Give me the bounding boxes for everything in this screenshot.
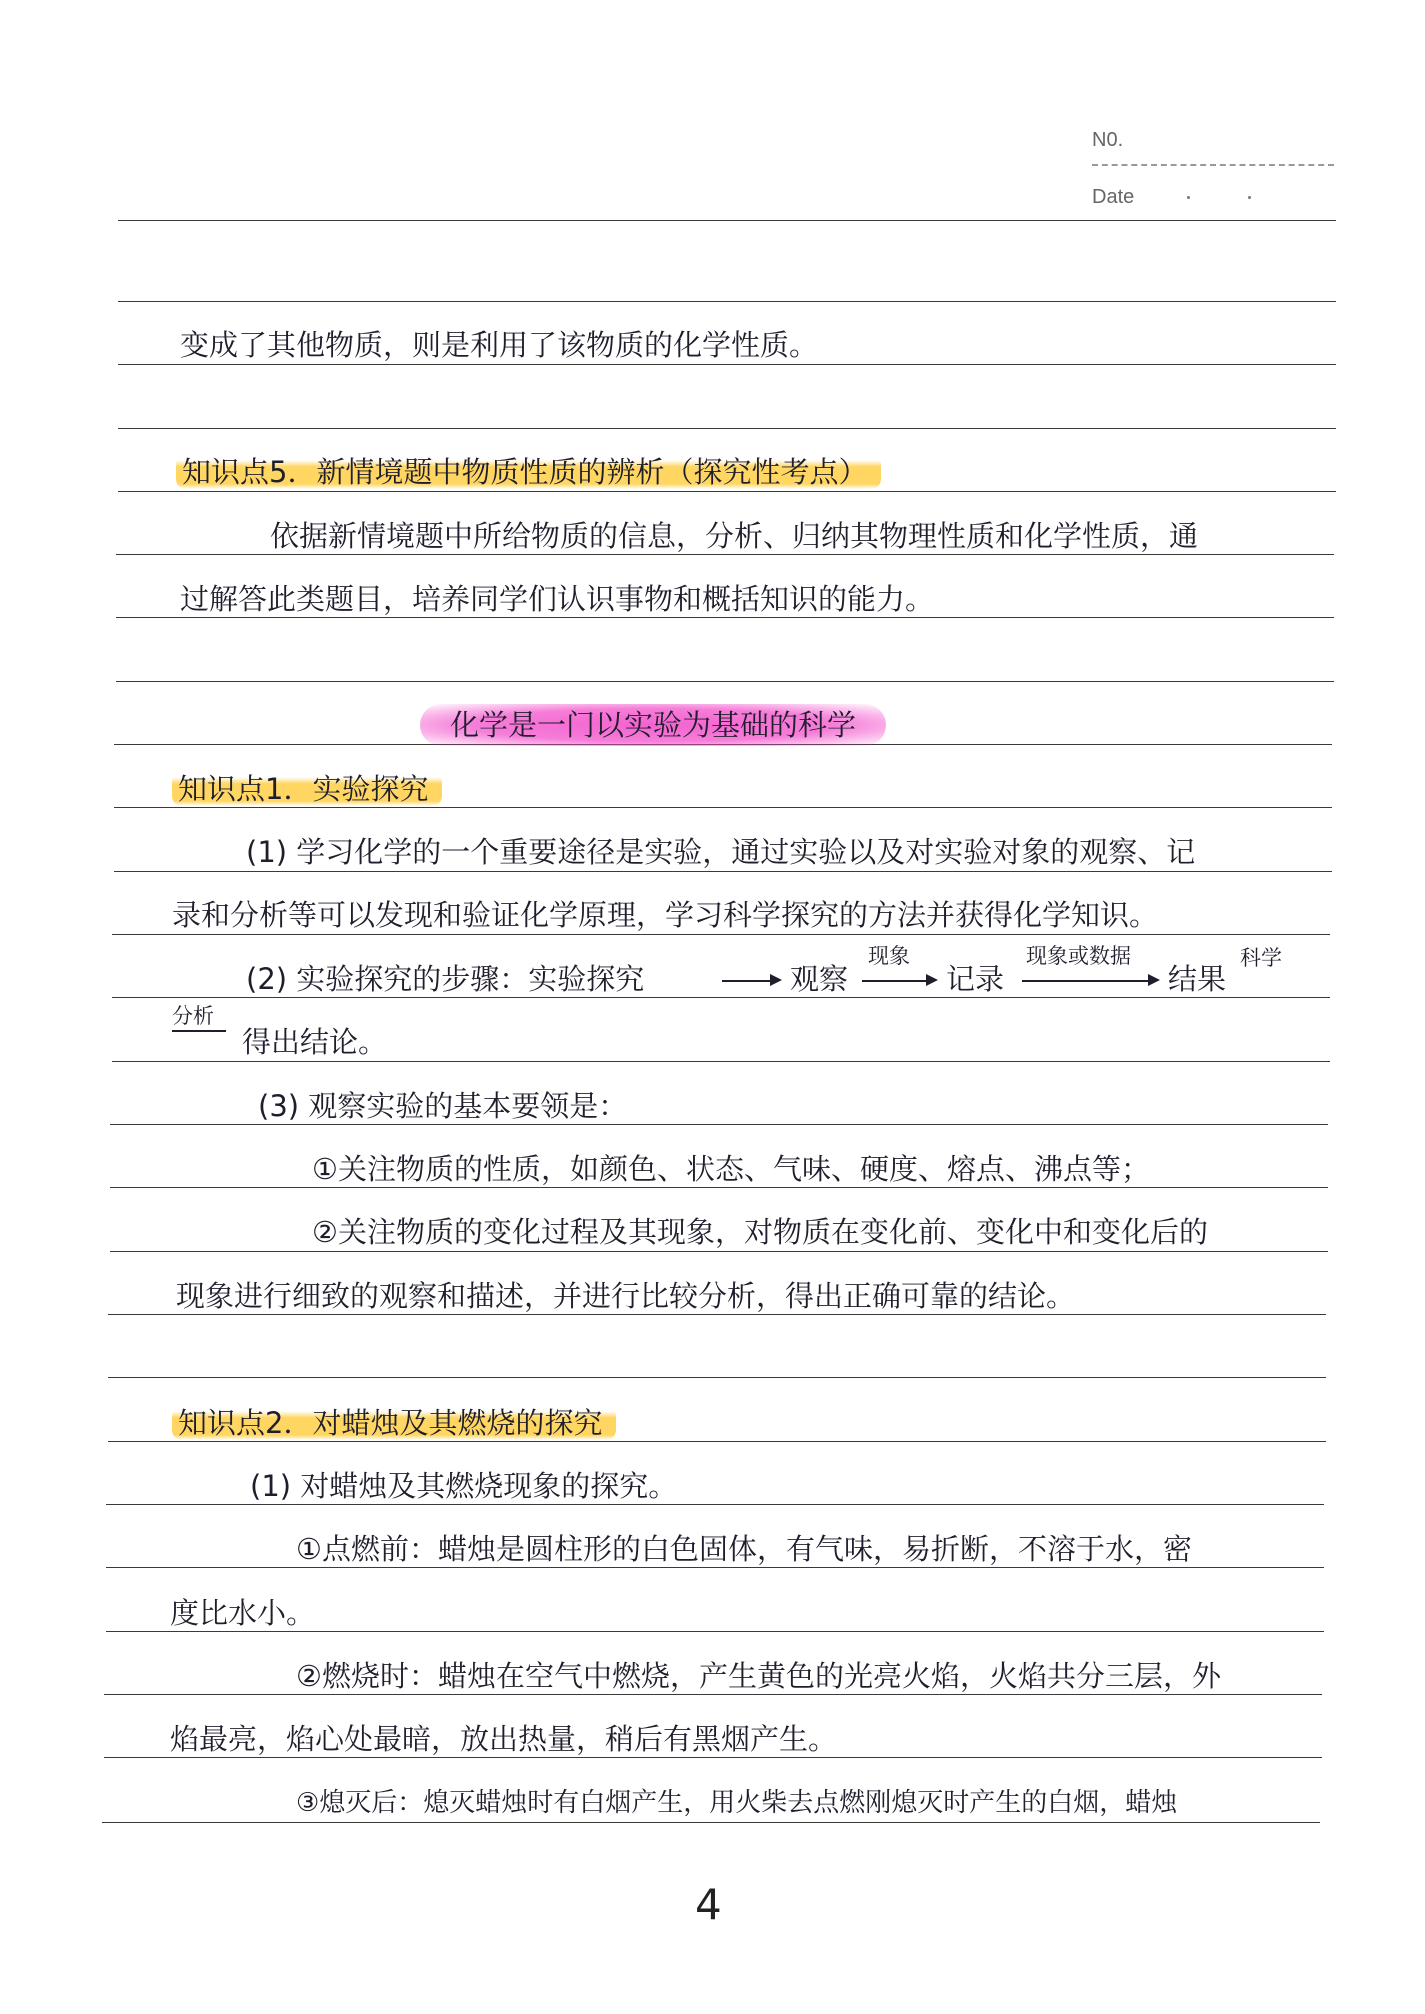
chapter-title: [420, 707, 886, 743]
text-line: 过解答此类题目，培养同学们认识事物和概括知识的能力。: [180, 582, 935, 616]
ruled-line: [118, 428, 1336, 429]
date-dot: [1187, 196, 1190, 199]
ruled-line: [112, 934, 1330, 935]
ruled-line: [116, 554, 1334, 555]
ruled-line: [108, 1441, 1326, 1442]
text-line: 度比水小。: [170, 1596, 316, 1630]
ruled-line: [116, 681, 1334, 682]
analysis-underline: [172, 1030, 226, 1032]
step-observe: 观察: [790, 962, 849, 996]
section-heading-knowledge1: [172, 771, 442, 807]
ruled-line: [106, 1631, 1324, 1632]
step-result: 结果: [1168, 962, 1227, 996]
ruled-line: [112, 1061, 1330, 1062]
ruled-line: [104, 1694, 1322, 1695]
ruled-line: [110, 1124, 1328, 1125]
arrow-head: [926, 974, 938, 986]
heading-highlight: 知识点2．对蜡烛及其燃烧的探究: [172, 1406, 616, 1440]
chapter-title-highlight: 化学是一门以实验为基础的科学: [420, 704, 886, 746]
arrow: [1022, 980, 1150, 982]
heading-highlight: 知识点5．新情境题中物质性质的辨析（探究性考点）: [176, 455, 881, 489]
ruled-line: [114, 871, 1332, 872]
step-record: 记录: [946, 962, 1005, 996]
ruled-line: [116, 617, 1334, 618]
page-number: 4: [695, 1880, 722, 1929]
ruled-line: [118, 301, 1336, 302]
text-line: (3) 观察实验的基本要领是：: [258, 1089, 628, 1123]
text-line: 现象进行细致的观察和描述，并进行比较分析，得出正确可靠的结论。: [176, 1279, 1076, 1313]
ruled-line: [110, 1251, 1328, 1252]
text-line: 变成了其他物质，则是利用了该物质的化学性质。: [180, 328, 819, 362]
text-line: ③熄灭后：熄灭蜡烛时有白烟产生，用火柴去点燃刚熄灭时产生的白烟，蜡烛: [296, 1788, 1178, 1818]
text-line: 焰最亮，焰心处最暗，放出热量，稍后有黑烟产生。: [170, 1722, 838, 1756]
ruled-line: [118, 220, 1336, 221]
arrow: [862, 980, 928, 982]
ruled-line: [118, 364, 1336, 365]
text-line: ②关注物质的变化过程及其现象，对物质在变化前、变化中和变化后的: [312, 1215, 1208, 1249]
annotation-phenomenon-or-data: 现象或数据: [1026, 944, 1131, 968]
heading-highlight: 知识点1．实验探究: [172, 772, 442, 806]
header-dashed-line: [1092, 164, 1334, 166]
ruled-line: [114, 807, 1332, 808]
annotation-phenomenon: 现象: [868, 944, 910, 968]
text-line: ②燃烧时：蜡烛在空气中燃烧，产生黄色的光亮火焰，火焰共分三层，外: [296, 1659, 1221, 1693]
ruled-line: [106, 1504, 1324, 1505]
text-line: ①点燃前：蜡烛是圆柱形的白色固体，有气味，易折断，不溶于水，密: [296, 1532, 1192, 1566]
ruled-line: [110, 1187, 1328, 1188]
date-label: Date: [1092, 186, 1135, 208]
section-heading-knowledge2: [172, 1405, 616, 1441]
text-line: (1) 对蜡烛及其燃烧现象的探究。: [250, 1469, 678, 1503]
ruled-line: [108, 1314, 1326, 1315]
ruled-line: [104, 1757, 1322, 1758]
arrow-head: [1148, 974, 1160, 986]
text-line: 得出结论。: [242, 1025, 388, 1059]
date-dot: [1248, 196, 1251, 199]
ruled-line: [112, 997, 1330, 998]
section-heading-knowledge5: [176, 454, 881, 490]
text-line-steps: (2) 实验探究的步骤：实验探究: [246, 962, 645, 996]
text-line: 依据新情境题中所给物质的信息，分析、归纳其物理性质和化学性质，通: [270, 519, 1199, 553]
ruled-line: [102, 1822, 1320, 1823]
annotation-science: 科学: [1240, 946, 1282, 970]
ruled-line: [118, 491, 1336, 492]
ruled-line: [106, 1567, 1324, 1568]
text-line: 录和分析等可以发现和验证化学原理，学习科学探究的方法并获得化学知识。: [172, 898, 1159, 932]
ruled-line: [108, 1377, 1326, 1378]
text-line: (1) 学习化学的一个重要途径是实验，通过实验以及对实验对象的观察、记: [246, 835, 1196, 869]
no-label: N0.: [1092, 129, 1124, 151]
annotation-analysis: 分析: [172, 1004, 214, 1028]
arrow-head: [770, 974, 782, 986]
text-line: ①关注物质的性质，如颜色、状态、气味、硬度、熔点、沸点等；: [312, 1152, 1150, 1186]
arrow: [722, 980, 772, 982]
